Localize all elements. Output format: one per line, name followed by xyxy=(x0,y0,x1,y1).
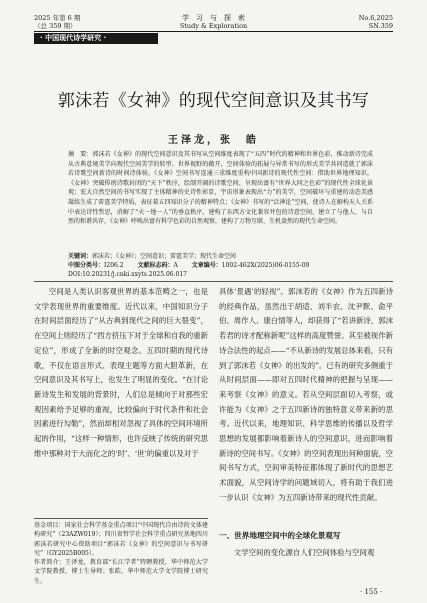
body-paragraph: 具体‘景遇’的轻视”。郭沫若的《女神》作为五四新诗的经典作品，虽然出于胡适、刘半农、沈尹默、俞平伯、周作人、康白情等人，却获得了“若讲新诗，郭沫若君的诗才配称新呢”这样的高度赞誉。其至被视作新诗合法性的起点——“不从新诗的发展总体来看，只有到了郭沫若《女神》的出发的”。已有的研究多侧重于从时间层面——即对五四时代精神的把握与呈现——来考察《女神》的意义。若从空间层面切入考察，或许能为《女神》之于五四新诗的独特意义带来新的思考。近代以来，地理知识、科学思维的传播以及哲学思想的发展都影响着新诗人的空间意识，进而影响着新诗的空间书写。《女神》的空间表现出何种面貌，空间书写方式，空间审美特征都体现了新时代的思想艺术面貌，从空间诗学的问题域切入，将有助于我们进一步认识《女神》为五四新诗带来的现代性贡献。 xyxy=(219,287,393,502)
author-note: 作者简介：王泽龙，教育部“长江学者”特聘教授，华中师范大学文学院教授，博士生导师；张皓，华中师范大学文学院博士研究生。 xyxy=(34,559,208,585)
section-divider xyxy=(34,281,393,282)
doc-code: A xyxy=(173,262,178,269)
journal-name-en: Study & Exploration xyxy=(179,22,248,30)
section-heading: 一、世界地理空间中的全球化景观写 xyxy=(219,531,341,540)
clc-label: 中图分类号： xyxy=(68,262,105,269)
header-rule xyxy=(34,31,393,32)
journal-name-cn: 学 习 与 探 索 xyxy=(182,14,245,22)
article-authors: 王泽龙，张 皓 xyxy=(168,135,259,146)
doc-code-label: 文献标志码： xyxy=(137,262,174,269)
abstract: 摘 要：郭沫若《女神》的现代空间意识及其书写从空间维度表现了“五四”时代的精神和世界色彩，推动新诗完成从古典意境美学向现代空间美学的转型。世界视野的敞开，空间体验的拓展与异常书写的形式美学共同造就了郭沫若诗歌空间新诗的时间诗体验。《女神》空间书写连通三重维度重构中国新诗的现代性空间：借助世界地理知识，《女神》突破传统诗歌封闭的“天下”秩序，绘制开阔的诗歌空间，呈现出富有“世界大同之色彩”的现代性全球化景观；宏大自然空间的书写实现了主体精神的史诗性彰显，宇宙形象表现出“力”的美学，空间破坏与重建的动态美感凝练生成了雷霆美学特质，表征着五四知识分子的精神特点；《女神》书写的“泛神论”空间，使诗人在解构天人关系中表达诗性哲思，消解了“天一地一人”的垂直秩序，建构了东西方文化兼容并包的诗意空间，建立了与他人、与自然的和谐共存，《女神》呼唤出富有科学色彩的自然观察，建构了万物互联、生机盎然的现代生命空间。 xyxy=(68,151,373,226)
issue-number: 2025 年第 6 期 xyxy=(34,14,81,22)
column-label: · 中国现代诗学研究 · xyxy=(34,33,158,44)
footnotes xyxy=(34,521,208,586)
serial-number-en: SN.359 xyxy=(368,22,393,30)
page-number: · 155 · xyxy=(360,588,383,596)
serial-number: （总 359 期） xyxy=(34,22,77,30)
footnote-rule xyxy=(34,518,208,519)
funding-note: 基金项目：国家社会科学基金重点项目“中国现代自由诗的文体建构研究”（23AZW019）；四川省哲学社会科学重点研究基地四川郭沫若研究中心资助项目“郭沫若《女神》的空间意识与书写研究”（GY2025B005）。 xyxy=(34,522,208,557)
clc-code: I206.2 xyxy=(104,262,124,269)
doi: DOI:10.20231/j.cnki.xxyts.2025.06.017 xyxy=(68,271,187,278)
keywords-label: 关键词： xyxy=(68,253,93,260)
article-no-label: 文章编号： xyxy=(191,262,222,269)
article-title: 郭沫若《女神》的现代空间意识及其书写 xyxy=(57,91,370,111)
issue-number-en: No.6,2025 xyxy=(358,14,393,22)
right-column xyxy=(219,285,393,506)
section-first-line: 文学空间的变化源自人们空间体验与空间观 xyxy=(233,548,375,557)
keywords: 郭沫若；《女神》；空间意识；雷霆美学；现代生命空间 xyxy=(92,253,237,260)
article-no: 1002-462X(2025)06-0155-09 xyxy=(221,262,310,269)
body-paragraph: 空间是人类认识客观世界的基本范畴之一，也是文学表现世界的重要维度。近代以来，中国知识分子在时间层面经历了“从古典到现代之间的巨大裂变”，在空间上则经历了“西方挤压下对于全球和自我的重新定位”，形成了全新的时空观念。五四时期的现代诗歌，不仅在语言形式、表现主题等方面大胆革新，在空间意识及其书写上，也发生了明显的变化。“在讨论新诗发生和发展的背景时，人们总是倾向于对那些宏观因素给予足够的重视，比较偏向于时代条件和社会因素进行勾勒”，然而却相对忽视了具体的空间环境所起的作用，“这样一种情形，也许反映了传统的研究思维中那种对于大而化之的‘时’、‘世’的偏重以及对于 xyxy=(34,287,208,458)
left-column xyxy=(34,285,208,461)
